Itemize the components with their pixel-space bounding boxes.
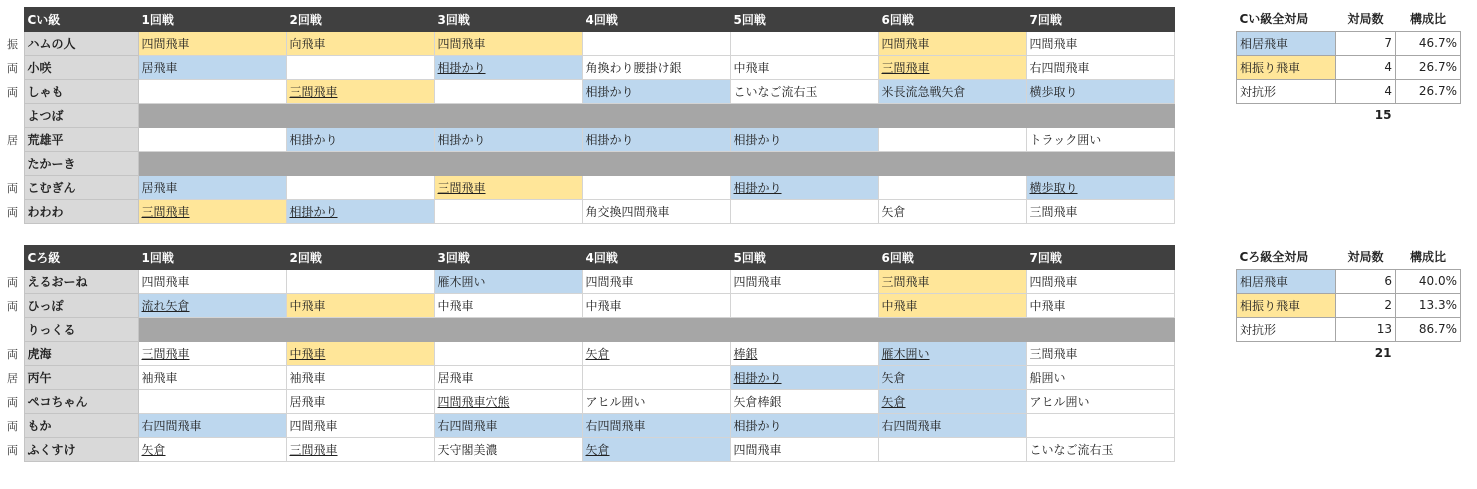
absent-cell	[878, 104, 1026, 128]
strategy-cell	[434, 342, 582, 366]
strategy-cell: こいなご流右玉	[730, 80, 878, 104]
summary-count: 2	[1336, 293, 1396, 317]
summary-header-2: 構成比	[1409, 250, 1446, 265]
player-name: ふくすけ	[24, 438, 138, 462]
style-mark	[6, 318, 24, 342]
strategy-cell: 相掛かり	[730, 414, 878, 438]
strategy-cell	[878, 176, 1026, 200]
summary-total: 15	[1374, 108, 1392, 123]
style-mark: 居	[7, 371, 18, 385]
summary-count: 7	[1336, 31, 1396, 55]
strategy-cell: 天守閣美濃	[434, 438, 582, 462]
summary-row	[1237, 79, 1461, 103]
style-mark: 居	[7, 133, 18, 147]
strategy-cell[interactable]: 三間飛車	[138, 342, 286, 366]
summary-row	[1237, 293, 1461, 317]
strategy-cell: 四間飛車	[878, 32, 1026, 56]
player-row	[6, 32, 1174, 56]
summary-ratio: 46.7%	[1396, 31, 1461, 55]
strategy-cell[interactable]: 流れ矢倉	[138, 294, 286, 318]
strategy-cell: 雁木囲い	[434, 270, 582, 294]
player-name: 丙午	[24, 366, 138, 390]
absent-cell	[434, 104, 582, 128]
strategy-cell	[1026, 414, 1174, 438]
strategy-cell[interactable]: 相掛かり	[730, 366, 878, 390]
strategy-cell: 四間飛車	[1026, 32, 1174, 56]
player-row	[6, 294, 1174, 318]
strategy-cell: 四間飛車	[730, 270, 878, 294]
header-row	[6, 8, 1174, 32]
mark-header-cell	[6, 8, 24, 32]
player-row	[6, 200, 1174, 224]
absent-cell	[286, 152, 434, 176]
strategy-cell	[434, 80, 582, 104]
strategy-cell[interactable]: 矢倉	[582, 342, 730, 366]
strategy-cell: 相掛かり	[730, 128, 878, 152]
player-name: もか	[24, 414, 138, 438]
absent-cell	[730, 104, 878, 128]
absent-cell	[434, 152, 582, 176]
style-mark: 両	[7, 347, 18, 361]
style-mark: 両	[7, 205, 18, 219]
absent-cell	[434, 318, 582, 342]
class-c-ro-table	[6, 245, 1175, 462]
strategy-cell: 四間飛車	[138, 32, 286, 56]
summary-total-row	[1237, 103, 1461, 127]
absent-cell	[1026, 104, 1174, 128]
player-row	[6, 414, 1174, 438]
summary-label: 対抗形	[1237, 317, 1336, 341]
summary-total-spacer	[1237, 103, 1336, 127]
player-name: 虎海	[24, 342, 138, 366]
round-header-7: 7回戦	[1026, 8, 1174, 32]
strategy-cell	[138, 128, 286, 152]
summary-ratio: 26.7%	[1396, 79, 1461, 103]
strategy-cell[interactable]: 三間飛車	[286, 438, 434, 462]
summary-total: 21	[1374, 346, 1392, 361]
strategy-cell: 右四間飛車	[434, 414, 582, 438]
strategy-cell: 米長流急戦矢倉	[878, 80, 1026, 104]
player-row	[6, 438, 1174, 462]
round-header-6: 6回戦	[878, 8, 1026, 32]
round-header-2: 2回戦	[286, 8, 434, 32]
absent-cell	[878, 318, 1026, 342]
strategy-cell: 相掛かり	[582, 80, 730, 104]
strategy-cell[interactable]: 横歩取り	[1026, 176, 1174, 200]
style-mark: 両	[7, 85, 18, 99]
player-name: えるおーね	[24, 270, 138, 294]
strategy-cell: 中飛車	[286, 294, 434, 318]
player-row	[6, 318, 1174, 342]
strategy-cell	[878, 438, 1026, 462]
class-title: Cい級	[24, 8, 138, 32]
style-mark: 振	[7, 37, 18, 51]
class-c-i-summary-table	[1236, 7, 1461, 127]
round-header-3: 3回戦	[434, 8, 582, 32]
strategy-cell: 四間飛車	[1026, 270, 1174, 294]
strategy-cell	[286, 56, 434, 80]
summary-ratio: 86.7%	[1396, 317, 1461, 341]
summary-count: 6	[1336, 269, 1396, 293]
strategy-cell: 中飛車	[730, 56, 878, 80]
strategy-cell: アヒル囲い	[1026, 390, 1174, 414]
player-row	[6, 270, 1174, 294]
strategy-cell: 四間飛車	[286, 414, 434, 438]
round-header-4: 4回戦	[582, 246, 730, 270]
strategy-cell: 三間飛車	[1026, 200, 1174, 224]
summary-header-row	[1237, 7, 1461, 31]
style-mark: 両	[7, 395, 18, 409]
strategy-cell: 相掛かり	[434, 128, 582, 152]
round-header-7: 7回戦	[1026, 246, 1174, 270]
absent-cell	[138, 318, 286, 342]
strategy-cell[interactable]: 相掛かり	[434, 56, 582, 80]
strategy-cell[interactable]: 中飛車	[286, 342, 434, 366]
strategy-cell[interactable]: 雁木囲い	[878, 342, 1026, 366]
player-name: こむぎん	[24, 176, 138, 200]
summary-label: 対抗形	[1237, 79, 1336, 103]
absent-cell	[286, 318, 434, 342]
summary-header-0: Cい級全対局	[1239, 12, 1309, 27]
absent-cell	[582, 104, 730, 128]
summary-total-row	[1237, 341, 1461, 365]
strategy-cell: 角換わり腰掛け銀	[582, 56, 730, 80]
summary-label: 相居飛車	[1237, 269, 1336, 293]
strategy-cell: 船囲い	[1026, 366, 1174, 390]
strategy-cell: 相掛かり	[286, 128, 434, 152]
class-c-ro-summary-table	[1236, 245, 1461, 365]
style-mark: 両	[7, 443, 18, 457]
strategy-cell: 四間飛車	[582, 270, 730, 294]
absent-cell	[878, 152, 1026, 176]
strategy-cell	[730, 200, 878, 224]
strategy-cell[interactable]: 三間飛車	[138, 200, 286, 224]
strategy-cell[interactable]: 三間飛車	[434, 176, 582, 200]
round-header-5: 5回戦	[730, 246, 878, 270]
summary-header-1: 対局数	[1347, 12, 1384, 27]
strategy-cell: 中飛車	[878, 294, 1026, 318]
player-row	[6, 366, 1174, 390]
strategy-cell: 右四間飛車	[138, 414, 286, 438]
strategy-cell: 袖飛車	[138, 366, 286, 390]
summary-total-spacer2	[1396, 103, 1461, 127]
absent-cell	[1026, 318, 1174, 342]
strategy-cell[interactable]: 矢倉	[582, 438, 730, 462]
strategy-cell	[878, 128, 1026, 152]
player-name: たかーき	[24, 152, 138, 176]
strategy-cell: 居飛車	[286, 390, 434, 414]
strategy-cell: トラック囲い	[1026, 128, 1174, 152]
strategy-cell: 中飛車	[434, 294, 582, 318]
absent-cell	[286, 104, 434, 128]
absent-cell	[1026, 152, 1174, 176]
summary-count: 4	[1336, 79, 1396, 103]
player-name: ひっぽ	[24, 294, 138, 318]
strategy-cell	[582, 32, 730, 56]
summary-label: 相振り飛車	[1237, 293, 1336, 317]
strategy-cell: 四間飛車	[138, 270, 286, 294]
player-name: 小咲	[24, 56, 138, 80]
strategy-cell: 相掛かり	[582, 128, 730, 152]
absent-cell	[730, 318, 878, 342]
round-header-4: 4回戦	[582, 8, 730, 32]
style-mark: 両	[7, 299, 18, 313]
strategy-cell: 三間飛車	[878, 270, 1026, 294]
summary-total-spacer	[1237, 341, 1336, 365]
strategy-cell[interactable]: 三間飛車	[878, 56, 1026, 80]
strategy-cell	[434, 200, 582, 224]
summary-ratio: 40.0%	[1396, 269, 1461, 293]
summary-header-0: Cろ級全対局	[1239, 250, 1309, 265]
player-name: よつば	[24, 104, 138, 128]
player-name: ハムの人	[24, 32, 138, 56]
player-row	[6, 390, 1174, 414]
absent-cell	[138, 104, 286, 128]
header-row	[6, 246, 1174, 270]
player-row	[6, 176, 1174, 200]
absent-cell	[582, 152, 730, 176]
strategy-cell: 四間飛車	[730, 438, 878, 462]
strategy-cell: 居飛車	[138, 176, 286, 200]
round-header-1: 1回戦	[138, 246, 286, 270]
strategy-cell	[582, 366, 730, 390]
strategy-cell: 三間飛車	[1026, 342, 1174, 366]
mark-header-cell	[6, 246, 24, 270]
strategy-cell[interactable]: 相掛かり	[286, 200, 434, 224]
strategy-cell	[286, 270, 434, 294]
strategy-cell: 居飛車	[434, 366, 582, 390]
strategy-cell: 居飛車	[138, 56, 286, 80]
summary-label: 相振り飛車	[1237, 55, 1336, 79]
absent-cell	[138, 152, 286, 176]
player-row	[6, 104, 1174, 128]
strategy-cell	[582, 176, 730, 200]
summary-header-1: 対局数	[1347, 250, 1384, 265]
player-row	[6, 80, 1174, 104]
strategy-cell: 向飛車	[286, 32, 434, 56]
strategy-cell	[138, 80, 286, 104]
class-c-i-table	[6, 7, 1175, 224]
strategy-cell: 矢倉	[878, 366, 1026, 390]
style-mark: 両	[7, 61, 18, 75]
strategy-cell: 右四間飛車	[1026, 56, 1174, 80]
round-header-2: 2回戦	[286, 246, 434, 270]
summary-row	[1237, 55, 1461, 79]
summary-label: 相居飛車	[1237, 31, 1336, 55]
strategy-cell: 横歩取り	[1026, 80, 1174, 104]
strategy-cell[interactable]: 矢倉	[138, 438, 286, 462]
summary-count: 13	[1336, 317, 1396, 341]
strategy-cell: 四間飛車	[434, 32, 582, 56]
summary-count: 4	[1336, 55, 1396, 79]
player-row	[6, 128, 1174, 152]
summary-total-spacer2	[1396, 341, 1461, 365]
strategy-cell: 右四間飛車	[582, 414, 730, 438]
summary-row	[1237, 269, 1461, 293]
summary-ratio: 13.3%	[1396, 293, 1461, 317]
player-row	[6, 342, 1174, 366]
class-title: Cろ級	[24, 246, 138, 270]
style-mark: 両	[7, 275, 18, 289]
strategy-cell[interactable]: 相掛かり	[730, 176, 878, 200]
player-name: ペコちゃん	[24, 390, 138, 414]
player-row	[6, 152, 1174, 176]
strategy-cell[interactable]: 四間飛車穴熊	[434, 390, 582, 414]
summary-ratio: 26.7%	[1396, 55, 1461, 79]
strategy-cell: 矢倉	[878, 200, 1026, 224]
player-row	[6, 56, 1174, 80]
style-mark	[6, 152, 24, 176]
strategy-cell[interactable]: 矢倉	[878, 390, 1026, 414]
round-header-1: 1回戦	[138, 8, 286, 32]
player-name: しゃも	[24, 80, 138, 104]
summary-header-2: 構成比	[1409, 12, 1446, 27]
style-mark	[6, 104, 24, 128]
strategy-cell	[138, 390, 286, 414]
strategy-cell[interactable]: 棒銀	[730, 342, 878, 366]
strategy-cell	[730, 294, 878, 318]
strategy-cell: アヒル囲い	[582, 390, 730, 414]
strategy-cell: 袖飛車	[286, 366, 434, 390]
round-header-6: 6回戦	[878, 246, 1026, 270]
strategy-cell: 中飛車	[1026, 294, 1174, 318]
strategy-cell: 矢倉棒銀	[730, 390, 878, 414]
strategy-cell[interactable]: 三間飛車	[286, 80, 434, 104]
strategy-cell: こいなご流右玉	[1026, 438, 1174, 462]
round-header-3: 3回戦	[434, 246, 582, 270]
summary-row	[1237, 317, 1461, 341]
strategy-cell	[286, 176, 434, 200]
absent-cell	[582, 318, 730, 342]
summary-row	[1237, 31, 1461, 55]
strategy-cell: 中飛車	[582, 294, 730, 318]
player-name: わわわ	[24, 200, 138, 224]
summary-header-row	[1237, 245, 1461, 269]
player-name: りっくる	[24, 318, 138, 342]
round-header-5: 5回戦	[730, 8, 878, 32]
absent-cell	[730, 152, 878, 176]
strategy-cell: 右四間飛車	[878, 414, 1026, 438]
player-name: 荒雄平	[24, 128, 138, 152]
style-mark: 両	[7, 419, 18, 433]
style-mark: 両	[7, 181, 18, 195]
strategy-cell: 角交換四間飛車	[582, 200, 730, 224]
strategy-cell	[730, 32, 878, 56]
